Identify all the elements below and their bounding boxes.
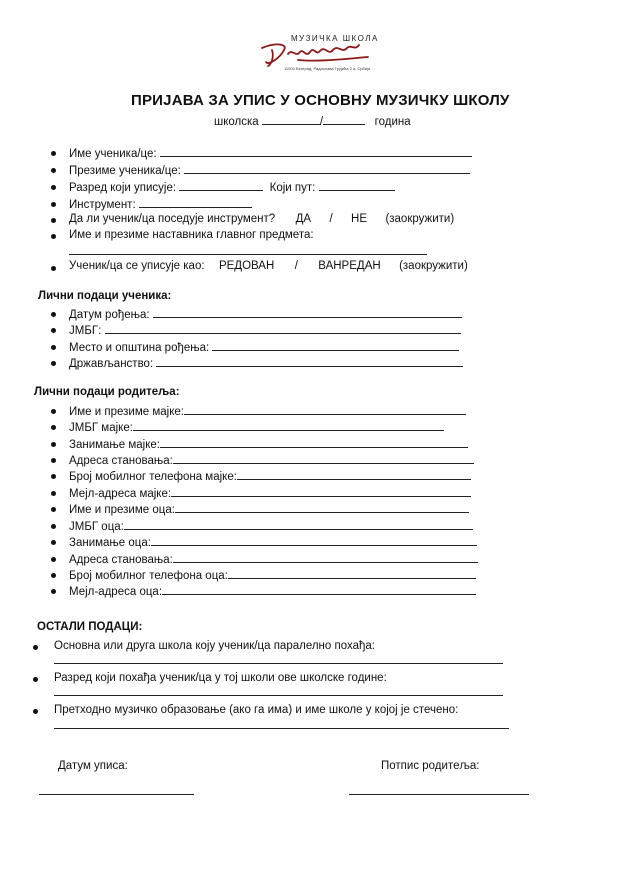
father-email-field[interactable] (162, 583, 476, 595)
student-first-name-row (69, 145, 472, 161)
bullet (33, 709, 38, 714)
bullet (51, 573, 56, 578)
yes-option[interactable]: ДА (295, 213, 312, 225)
bullet (51, 185, 56, 190)
other-data-heading: ОСТАЛИ ПОДАЦИ: (37, 621, 143, 633)
previous-education-field[interactable] (54, 728, 509, 729)
mother-name-row (69, 403, 466, 419)
bullet (51, 409, 56, 414)
parent-personal-heading: Лични подаци родитеља: (34, 386, 180, 398)
mother-name-label: Име и презиме мајке: (69, 406, 184, 418)
instrument-field[interactable] (139, 196, 252, 208)
bullet (51, 540, 56, 545)
bullet (51, 458, 56, 463)
mother-phone-field[interactable] (237, 468, 471, 480)
year-separator: / (319, 116, 324, 128)
logo-school-label: МУЗИЧКА ШКОЛА (291, 34, 379, 43)
mother-jmbg-row (69, 419, 444, 435)
student-last-name-label: Презиме ученика/це: (69, 165, 181, 177)
mother-address-row (69, 452, 474, 468)
bullet (51, 234, 56, 239)
owns-instrument-label: Да ли ученик/ца поседује инструмент? (69, 213, 276, 225)
mother-jmbg-label: ЈМБГ мајке: (69, 422, 133, 434)
father-occupation-label: Занимање оца: (69, 537, 151, 549)
bullet (51, 589, 56, 594)
circle-note: (заокружити) (385, 213, 455, 225)
student-first-name-field[interactable] (160, 145, 472, 157)
parallel-grade-label: Разред који похађа ученик/ца у тој школи ове школске године: (54, 672, 387, 684)
parent-signature-label: Потпис родитеља: (381, 760, 480, 772)
bullet (51, 524, 56, 529)
mother-email-field[interactable] (171, 485, 471, 497)
mother-occupation-label: Занимање мајке: (69, 439, 160, 451)
birth-date-field[interactable] (153, 306, 462, 318)
bullet (51, 266, 56, 271)
school-year-prefix: школска (214, 116, 259, 128)
mother-email-row (69, 485, 471, 501)
mother-occupation-field[interactable] (160, 436, 468, 448)
student-personal-heading: Лични подаци ученика: (38, 290, 172, 302)
parallel-grade-field[interactable] (54, 695, 503, 696)
mother-occupation-row (69, 436, 468, 452)
regular-option[interactable]: РЕДОВАН (218, 260, 275, 272)
previous-education-label: Претходно музичко образовање (ако га има) и име школе у којој је стечено: (54, 704, 459, 716)
birth-date-label: Датум рођења: (69, 309, 150, 321)
bullet (51, 425, 56, 430)
student-jmbg-field[interactable] (105, 322, 461, 334)
mother-address-label: Адреса становања: (69, 455, 173, 467)
parallel-school-field[interactable] (54, 663, 503, 664)
bullet (51, 151, 56, 156)
bullet (51, 491, 56, 496)
father-email-row (69, 583, 476, 599)
enrollment-date-label: Датум уписа: (58, 760, 128, 772)
student-jmbg-row (69, 322, 461, 338)
birth-place-row (69, 339, 459, 355)
instrument-label: Инструмент: (69, 199, 136, 211)
mother-address-field[interactable] (173, 452, 474, 464)
father-phone-label: Број мобилног телефона оца: (69, 570, 228, 582)
circle-note: (заокружити) (399, 260, 468, 272)
mother-jmbg-field[interactable] (133, 419, 444, 431)
bullet (33, 677, 38, 682)
mother-phone-label: Број мобилног телефона мајке: (69, 471, 237, 483)
father-address-row (69, 551, 478, 567)
father-phone-row (69, 567, 476, 583)
bullet (51, 202, 56, 207)
option-separator: / (294, 260, 298, 272)
grade-label: Разред који уписује: (69, 182, 177, 194)
bullet (51, 474, 56, 479)
bullet (51, 361, 56, 366)
mother-phone-row (69, 468, 471, 484)
father-jmbg-row (69, 518, 473, 534)
school-year-line (214, 113, 411, 129)
bullet (51, 507, 56, 512)
bullet (51, 442, 56, 447)
grade-field[interactable] (179, 179, 263, 191)
owns-instrument-row (69, 212, 454, 226)
student-last-name-row (69, 162, 470, 178)
enrollment-type-row (69, 259, 468, 273)
instrument-row (69, 196, 252, 212)
year-start-field[interactable] (262, 113, 320, 125)
bullet (33, 645, 38, 650)
logo-address: 11000 Београд, Радослава Грујића 2 а, Србија (284, 66, 371, 71)
bullet (51, 345, 56, 350)
birth-place-field[interactable] (212, 339, 459, 351)
no-option[interactable]: НЕ (351, 213, 368, 225)
enrollment-type-label: Ученик/ца се уписује као: (69, 260, 205, 272)
parent-signature-field[interactable] (349, 794, 529, 795)
birth-place-label: Место и општина рођења: (69, 342, 210, 354)
father-occupation-field[interactable] (151, 534, 477, 546)
citizenship-row (69, 355, 463, 371)
student-first-name-label: Име ученика/це: (69, 148, 157, 160)
mother-email-label: Мејл-адреса мајке: (69, 488, 172, 500)
bullet (51, 218, 56, 223)
bullet (51, 168, 56, 173)
enrollment-date-field[interactable] (39, 794, 194, 795)
parallel-school-label: Основна или друга школа коју ученик/ца паралелно похађа: (54, 640, 375, 652)
father-name-field[interactable] (175, 501, 469, 513)
bullet (51, 557, 56, 562)
irregular-option[interactable]: ВАНРЕДАН (318, 260, 381, 272)
option-separator: / (329, 213, 333, 225)
father-phone-field[interactable] (228, 567, 476, 579)
father-name-row (69, 501, 469, 517)
which-time-field[interactable] (319, 179, 395, 191)
grade-row (69, 179, 395, 195)
father-address-label: Адреса становања: (69, 554, 173, 566)
student-last-name-field[interactable] (184, 162, 470, 174)
form-title: ПРИЈАВА ЗА УПИС У ОСНОВНУ МУЗИЧКУ ШКОЛУ (131, 92, 510, 109)
father-jmbg-label: ЈМБГ оца: (69, 521, 124, 533)
student-jmbg-label: ЈМБГ: (69, 325, 102, 337)
citizenship-label: Држављанство: (69, 358, 154, 370)
bullet (51, 328, 56, 333)
school-year-suffix: година (374, 116, 411, 128)
birth-date-row (69, 306, 462, 322)
citizenship-field[interactable] (156, 355, 463, 367)
mother-name-field[interactable] (184, 403, 466, 415)
year-end-field[interactable] (323, 113, 365, 125)
bullet (51, 312, 56, 317)
father-occupation-row (69, 534, 477, 550)
father-email-label: Мејл-адреса оца: (69, 586, 163, 598)
father-jmbg-field[interactable] (124, 518, 473, 530)
father-name-label: Име и презиме оца: (69, 504, 175, 516)
which-time-label: Који пут: (269, 182, 316, 194)
father-address-field[interactable] (173, 551, 478, 563)
teacher-label: Име и презиме наставника главног предмета: (69, 229, 314, 241)
teacher-field[interactable] (69, 254, 427, 255)
